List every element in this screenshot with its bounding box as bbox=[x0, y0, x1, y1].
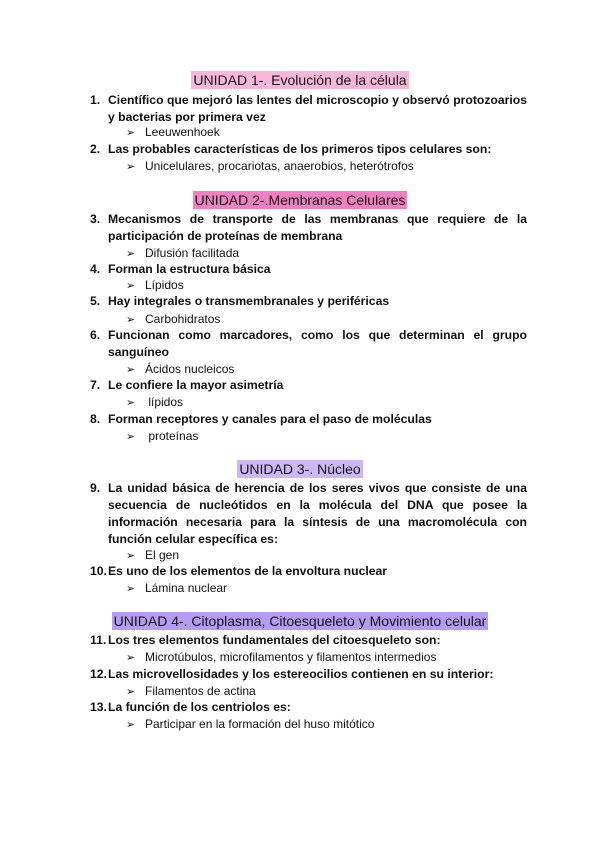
arrow-bullet-icon: ➢ bbox=[126, 314, 136, 326]
question-1: 1. Científico que mejoró las lentes del microscopio y observó protozoarios y bacterias por primera vez bbox=[90, 93, 527, 124]
unit-4-heading: UNIDAD 4-. Citoplasma, Citoesqueleto y Movimiento celular bbox=[113, 613, 487, 629]
arrow-bullet-icon: ➢ bbox=[126, 248, 136, 260]
answer-6: ➢ Ácidos nucleicos bbox=[126, 362, 235, 376]
answer-5: ➢ Carbohidratos bbox=[126, 312, 221, 326]
question-8: 8. Forman receptores y canales para el paso de moléculas bbox=[90, 412, 432, 426]
answer-9: ➢ El gen bbox=[126, 548, 180, 562]
arrow-bullet-icon: ➢ bbox=[126, 364, 136, 376]
answer-12: ➢ Filamentos de actina bbox=[126, 684, 256, 698]
unit-2-heading: UNIDAD 2-.Membranas Celulares bbox=[194, 192, 406, 208]
answer-1: ➢ Leeuwenhoek bbox=[126, 125, 220, 139]
question-2: 2. Las probables características de los primeros tipos celulares son: bbox=[90, 142, 492, 156]
answer-10: ➢ Lámina nuclear bbox=[126, 581, 228, 595]
arrow-bullet-icon: ➢ bbox=[126, 280, 136, 292]
answer-8: ➢ proteínas bbox=[126, 429, 199, 443]
arrow-bullet-icon: ➢ bbox=[126, 550, 136, 562]
answer-3: ➢ Difusión facilitada bbox=[126, 246, 240, 260]
arrow-bullet-icon: ➢ bbox=[126, 161, 136, 173]
question-13: 13. La función de los centriolos es: bbox=[90, 700, 291, 714]
arrow-bullet-icon: ➢ bbox=[126, 583, 136, 595]
unit-3-heading: UNIDAD 3-. Núcleo bbox=[239, 461, 361, 477]
arrow-bullet-icon: ➢ bbox=[126, 719, 136, 731]
answer-2: ➢ Unicelulares, procariotas, anaerobios, heterótrofos bbox=[126, 159, 414, 173]
answer-13: ➢ Participar en la formación del huso mitótico bbox=[126, 717, 375, 731]
question-5: 5. Hay integrales o transmembranales y periféricas bbox=[90, 294, 390, 308]
answer-11: ➢ Microtúbulos, microfilamentos y filamentos intermedios bbox=[126, 650, 437, 664]
question-7: 7. Le confiere la mayor asimetría bbox=[90, 378, 284, 392]
question-11: 11. Los tres elementos fundamentales del citoesqueleto son: bbox=[90, 633, 441, 647]
answer-4: ➢ Lípidos bbox=[126, 278, 184, 292]
arrow-bullet-icon: ➢ bbox=[126, 686, 136, 698]
arrow-bullet-icon: ➢ bbox=[126, 127, 136, 139]
unit-1-heading: UNIDAD 1-. Evolución de la célula bbox=[193, 72, 407, 88]
answer-7: ➢ lípidos bbox=[126, 395, 184, 409]
question-4: 4. Forman la estructura básica bbox=[90, 262, 271, 276]
question-10: 10. Es uno de los elementos de la envoltura nuclear bbox=[90, 564, 388, 578]
arrow-bullet-icon: ➢ bbox=[126, 652, 136, 664]
question-12: 12. Las microvellosidades y los estereocilios contienen en su interior: bbox=[90, 667, 494, 681]
question-6: 6. Funcionan como marcadores, como los que determinan el grupo sanguíneo bbox=[90, 328, 527, 359]
arrow-bullet-icon: ➢ bbox=[126, 397, 136, 409]
question-9: 9. La unidad básica de herencia de los seres vivos que consiste de una secuencia de nucleótidos en la molécula del DNA que posee la información necesaria para la síntesis de una macromolécula con función celular específica es: bbox=[90, 481, 527, 546]
question-3: 3. Mecanismos de transporte de las membranas que requiere de la participación de proteínas de membrana bbox=[90, 212, 527, 243]
arrow-bullet-icon: ➢ bbox=[126, 431, 136, 443]
